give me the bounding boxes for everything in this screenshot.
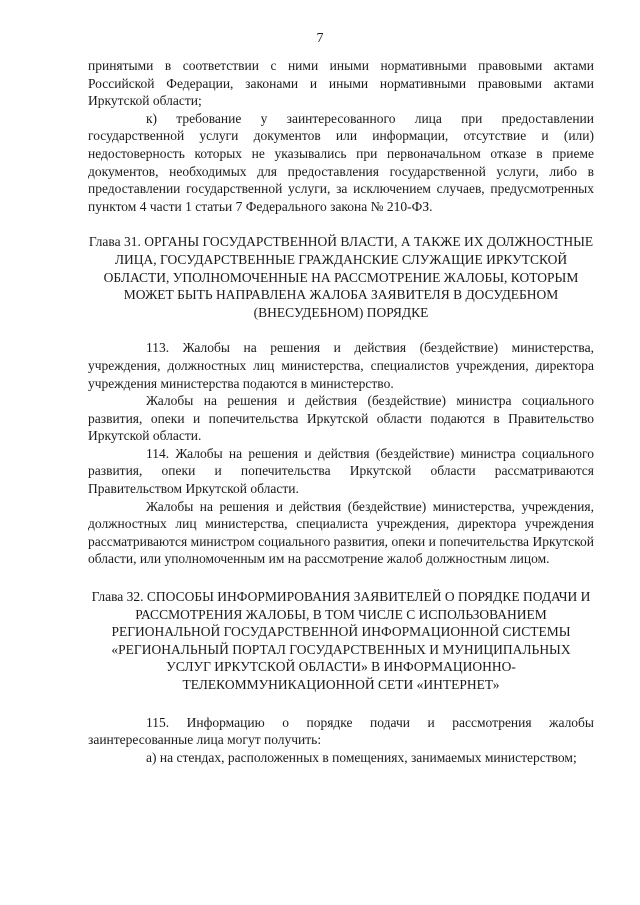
paragraph-114-second: Жалобы на решения и действия (бездействие) министерства, учреждения, должностных лиц министерства, специалиста учреждения, директора учреждения рассматриваются министром социального развития, опеки и попечительства Иркутской области, или уполномоченным им на рассмотрение жалоб должностным лицом. bbox=[88, 498, 594, 567]
paragraph-115: 115. Информацию о порядке подачи и рассмотрения жалобы заинтересованные лица могут получить: bbox=[88, 714, 594, 748]
paragraph-113: 113. Жалобы на решения и действия (бездействие) министерства, учреждения, должностных лиц министерства, специалистов учреждения, директора учреждения министерства подаются в министерство. bbox=[88, 340, 594, 391]
paragraph-continuation: принятыми в соответствии с ними иными нормативными правовыми актами Российской Федерации, законами и иными нормативными правовыми актами Иркутской области; bbox=[88, 58, 594, 109]
page-number: 7 bbox=[316, 31, 324, 46]
document-body bbox=[88, 57, 594, 766]
chapter-32-heading: Глава 32. СПОСОБЫ ИНФОРМИРОВАНИЯ ЗАЯВИТЕЛЕЙ О ПОРЯДКЕ ПОДАЧИ И РАССМОТРЕНИЯ ЖАЛОБЫ, В ТОМ ЧИСЛЕ С ИСПОЛЬЗОВАНИЕМ РЕГИОНАЛЬНОЙ ГОСУДАРСТВЕННОЙ ИНФОРМАЦИОННОЙ СИСТЕМЫ «РЕГИОНАЛЬНЫЙ ПОРТАЛ ГОСУДАРСТВЕННЫХ И МУНИЦИПАЛЬНЫХ УСЛУГ ИРКУТСКОЙ ОБЛАСТИ» В ИНФОРМАЦИОННО-ТЕЛЕКОММУНИКАЦИОННОЙ СЕТИ «ИНТЕРНЕТ» bbox=[91, 589, 591, 692]
paragraph-113-second: Жалобы на решения и действия (бездействие) министра социального развития, опеки и попечительства Иркутской области подаются в Правительство Иркутской области. bbox=[88, 393, 594, 444]
chapter-31-heading: Глава 31. ОРГАНЫ ГОСУДАРСТВЕННОЙ ВЛАСТИ, А ТАКЖЕ ИХ ДОЛЖНОСТНЫЕ ЛИЦА, ГОСУДАРСТВЕННЫЕ ГРАЖДАНСКИЕ СЛУЖАЩИЕ ИРКУТСКОЙ ОБЛАСТИ, УПОЛНОМОЧЕННЫЕ НА РАССМОТРЕНИЕ ЖАЛОБЫ, КОТОРЫМ МОЖЕТ БЫТЬ НАПРАВЛЕНА ЖАЛОБА ЗАЯВИТЕЛЯ В ДОСУДЕБНОМ (ВНЕСУДЕБНОМ) ПОРЯДКЕ bbox=[88, 234, 594, 320]
paragraph-item-k: к) требование у заинтересованного лица при предоставлении государственной услуги документов или информации, отсутствие и (или) недостоверность которых не указывались при первоначальном отказе в приеме документов, необходимых для предоставления государственной услуги, либо в предоставлении государственной услуги, за исключением случаев, предусмотренных пунктом 4 части 1 статьи 7 Федерального закона № 210-ФЗ. bbox=[88, 110, 594, 214]
paragraph-114: 114. Жалобы на решения и действия (бездействие) министра социального развития, опеки и попечительства Иркутской области рассматриваются Правительством Иркутской области. bbox=[88, 445, 594, 497]
paragraph-115-item-a: а) на стендах, расположенных в помещениях, занимаемых министерством; bbox=[146, 749, 577, 765]
